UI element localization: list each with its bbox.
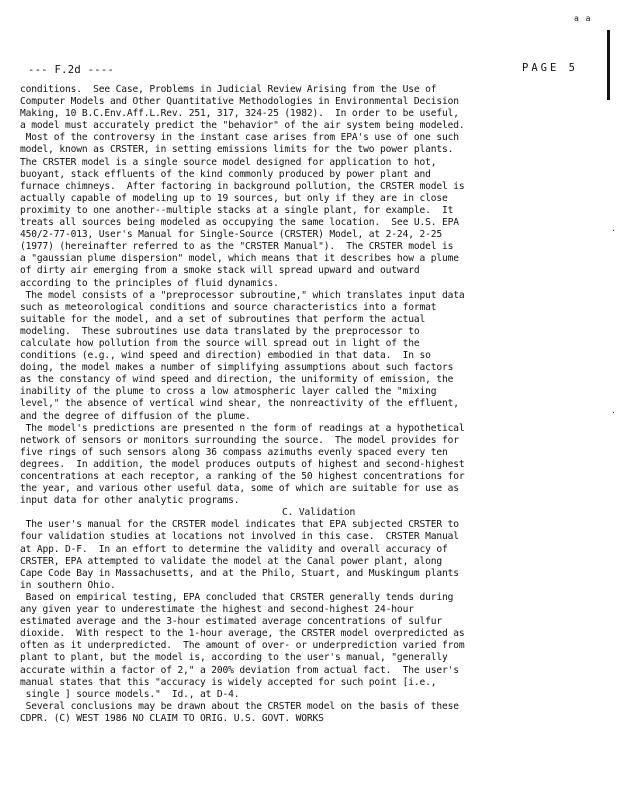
text-line: The model's predictions are presented n the form of readings at a hypothetical <box>20 422 465 434</box>
section-header: --- F.2d ---- <box>28 64 115 76</box>
copyright-footer: CDPR. (C) WEST 1986 NO CLAIM TO ORIG. U.S. GOVT. WORKS <box>20 712 324 724</box>
text-line: such as meteorological conditions and source characteristics into a format <box>20 301 437 313</box>
text-line: and the degree of diffusion of the plume. <box>20 410 251 422</box>
corner-mark: a a <box>574 14 592 23</box>
subheading: C. Validation <box>282 507 356 519</box>
text-line: in southern Ohio. <box>20 579 116 591</box>
text-line: (1977) (hereinafter referred to as the "CRSTER Manual"). The CRSTER model is <box>20 241 454 253</box>
text-line: degrees. In addition, the model produces outputs of highest and second-highest <box>20 458 465 470</box>
text-line: single ] source models." Id., at D-4. <box>20 688 240 700</box>
text-line: any given year to underestimate the highest and second-highest 24-hour <box>20 604 414 616</box>
text-line: model, known as CRSTER, in setting emissions limits for the two power plants. <box>20 144 454 156</box>
text-line: a "gaussian plume dispersion" model, which means that it describes how a plume <box>20 253 459 265</box>
text-line: 450/2-77-013, User's Manual for Single-Source (CRSTER) Model, at 2-24, 2-25 <box>20 229 442 241</box>
text-line: input data for other analytic programs. <box>20 495 240 507</box>
text-line: treats all sources being modeled as occupying the same location. See U.S. EPA <box>20 217 459 229</box>
text-line: modeling. These subroutines use data translated by the preprocessor to <box>20 325 420 337</box>
text-line: calculate how pollution from the source will spread out in light of the <box>20 337 420 349</box>
text-line: The CRSTER model is a single source model designed for application to hot, <box>20 156 437 168</box>
text-line: level," the absence of vertical wind shear, the nonreactivity of the effluent, <box>20 398 459 410</box>
margin-tick: · <box>611 408 616 417</box>
body-text <box>20 84 610 725</box>
text-line: actually capable of modeling up to 19 sources, but only if they are in close <box>20 192 448 204</box>
text-line: accurate within a factor of 2," a 200% deviation from actual fact. The user's <box>20 664 459 676</box>
text-line: suitable for the model, and a set of subroutines that perform the actual <box>20 313 426 325</box>
text-line: concentrations at each receptor, a ranking of the 50 highest concentrations for <box>20 471 465 482</box>
text-line: plant to plant, but the model is, according to the user's manual, "generally <box>20 652 448 664</box>
text-line: CRSTER, EPA attempted to validate the model at the Canal power plant, along <box>20 555 442 567</box>
text-line: Computer Models and Other Quantitative Methodologies in Environmental Decision <box>20 96 459 108</box>
text-line: The user's manual for the CRSTER model indicates that EPA subjected CRSTER to <box>20 519 459 531</box>
text-line: estimated average and the 3-hour estimated average concentrations of sulfur <box>20 616 442 628</box>
text-line: buoyant, stack effluents of the kind commonly produced by power plant and <box>20 168 431 180</box>
page-label: PAGE <box>522 62 560 74</box>
text-line: Cape Code Bay in Massachusetts, and at the Philo, Stuart, and Muskingum plants <box>20 567 459 579</box>
text-line: doing, the model makes a number of simplifying assumptions about such factors <box>20 362 454 374</box>
text-line: manual states that this "accuracy is widely accepted for such point [i.e., <box>20 676 437 688</box>
text-line: a model must accurately predict the "behavior" of the air system being modeled. <box>20 120 465 132</box>
text-line: Based on empirical testing, EPA concluded that CRSTER generally tends during <box>20 591 454 603</box>
text-line: inability of the plume to cross a low atmospheric layer called the "mixing <box>20 386 437 398</box>
text-line: proximity to one another--multiple stacks at a single plant, for example. It <box>20 204 454 216</box>
text-line: network of sensors or monitors surrounding the source. The model provides for <box>20 434 459 446</box>
text-line: furnace chimneys. After factoring in background pollution, the CRSTER model is <box>20 180 465 192</box>
page-number: 5 <box>568 62 578 74</box>
text-line: Making, 10 B.C.Env.Aff.L.Rev. 251, 317, 324-25 (1982). In order to be useful, <box>20 108 459 120</box>
text-line: according to the principles of fluid dynamics. <box>20 277 279 289</box>
margin-tick: · <box>611 226 616 235</box>
text-line: the year, and various other useful data, some of which are suitable for use as <box>20 483 459 495</box>
text-line: Several conclusions may be drawn about the CRSTER model on the basis of these <box>20 700 459 712</box>
text-line: often as it underpredicted. The amount of over- or underprediction varied from <box>20 640 465 652</box>
text-line: five rings of such sensors along 36 compass azimuths evenly spaced every ten <box>20 446 448 458</box>
text-line: dioxide. With respect to the 1-hour average, the CRSTER model overpredicted as <box>20 628 465 640</box>
text-line: conditions (e.g., wind speed and direction) embodied in that data. In so <box>20 350 431 362</box>
text-line: four validation studies at locations not involved in this case. CRSTER Manual <box>20 531 459 543</box>
text-line: of dirty air emerging from a smoke stack will spread upward and outward <box>20 265 420 277</box>
text-line: The model consists of a "preprocessor subroutine," which translates input data <box>20 289 465 301</box>
text-line: Most of the controversy in the instant case arises from EPA's use of one such <box>20 132 459 144</box>
text-line: as the constancy of wind speed and direction, the uniformity of emission, the <box>20 374 454 386</box>
page-number-header <box>522 62 578 74</box>
text-line: at App. D-F. In an effort to determine the validity and overall accuracy of <box>20 543 448 555</box>
text-line: conditions. See Case, Problems in Judicial Review Arising from the Use of <box>20 84 437 95</box>
